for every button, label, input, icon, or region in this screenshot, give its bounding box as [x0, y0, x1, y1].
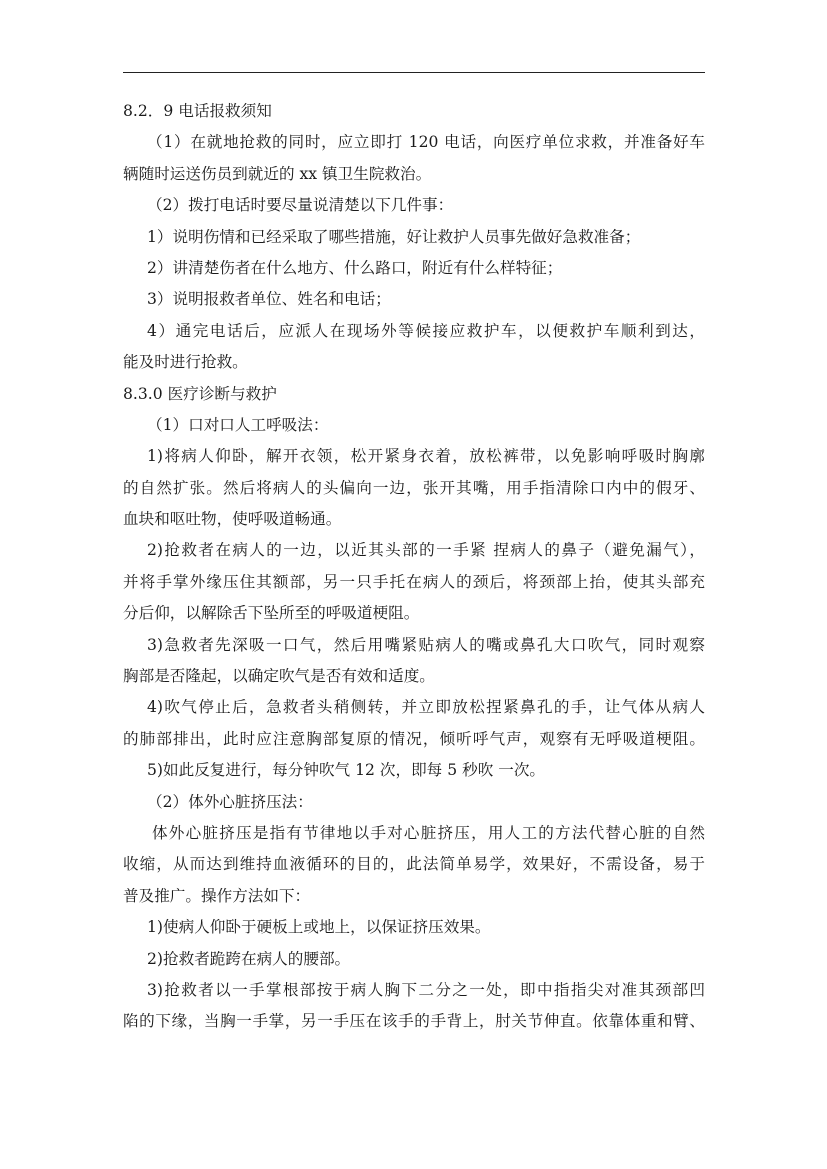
text-line: 收缩，从而达到维持血液循环的目的，此法简单易学，效果好，不需设备，易于	[123, 855, 705, 874]
text-line: 血块和呕吐物，使呼吸道畅通。	[123, 510, 342, 529]
text-line: 1)使病人仰卧于硬板上或地上，以保证挤压效果。	[147, 918, 491, 937]
text-line: 胸部是否隆起，以确定吹气是否有效和适度。	[123, 667, 435, 686]
text-line: （1）口对口人工呼吸法：	[147, 415, 329, 434]
text-line: 4)吹气停止后，急救者头稍侧转，并立即放松捏紧鼻孔的手，让气体从病人	[147, 698, 705, 717]
text-line: （2）体外心脏挤压法：	[147, 792, 313, 811]
text-line: 能及时进行抢救。	[123, 353, 248, 372]
text-line: （1）在就地抢救的同时，应立即打 120 电话，向医疗单位求救，并准备好车	[147, 133, 705, 152]
text-line: 1)将病人仰卧，解开衣领，松开紧身衣着，放松裤带，以免影响呼吸时胸廓	[147, 447, 705, 466]
text-line: 2)抢救者在病人的一边，以近其头部的一手紧 捏病人的鼻子（避免漏气），	[147, 541, 705, 560]
text-line: 8.3.0 医疗诊断与救护	[123, 384, 277, 403]
header-rule	[123, 72, 705, 73]
text-line: 3）说明报救者单位、姓名和电话；	[147, 290, 391, 309]
document-body	[123, 96, 705, 1038]
text-line: 3)急救者先深吸一口气，然后用嘴紧贴病人的嘴或鼻孔大口吹气，同时观察	[147, 635, 705, 654]
text-line: 的自然扩张。然后将病人的头偏向一边，张开其嘴，用手指清除口内中的假牙、	[123, 478, 705, 497]
text-line: 4）通完电话后，应派人在现场外等候接应救护车，以便救护车顺利到达，	[147, 321, 705, 340]
text-line: 普及推广。操作方法如下：	[123, 886, 311, 905]
text-line: 陷的下缘，当胸一手掌，另一手压在该手的手背上，肘关节伸直。依靠体重和臂、	[123, 1012, 705, 1031]
text-line: 8.2．9 电话报救须知	[123, 102, 272, 120]
text-line: 体外心脏挤压是指有节律地以手对心脏挤压，用人工的方法代替心脏的自然	[152, 823, 705, 842]
text-line: 2)抢救者跪跨在病人的腰部。	[147, 949, 351, 968]
text-line: 的肺部排出，此时应注意胸部复原的情况，倾听呼气声，观察有无呼吸道梗阻。	[123, 729, 705, 748]
text-line: 辆随时运送伤员到就近的 xx 镇卫生院救治。	[123, 164, 432, 183]
text-line: 3)抢救者以一手掌根部按于病人胸下二分之一处，即中指指尖对准其颈部凹	[147, 980, 705, 999]
text-line: （2）拨打电话时要尽量说清楚以下几件事：	[147, 196, 454, 215]
text-line: 5)如此反复进行，每分钟吹气 12 次，即每 5 秒吹 一次。	[147, 761, 546, 780]
text-line: 1）说明伤情和已经采取了哪些措施，好让救护人员事先做好急救准备；	[147, 227, 641, 246]
text-line: 并将手掌外缘压住其额部，另一只手托在病人的颈后，将颈部上抬，使其头部充	[123, 572, 705, 591]
text-line: 2）讲清楚伤者在什么地方、什么路口，附近有什么样特征；	[147, 258, 563, 277]
text-line: 分后仰，以解除舌下坠所至的呼吸道梗阻。	[123, 604, 420, 623]
